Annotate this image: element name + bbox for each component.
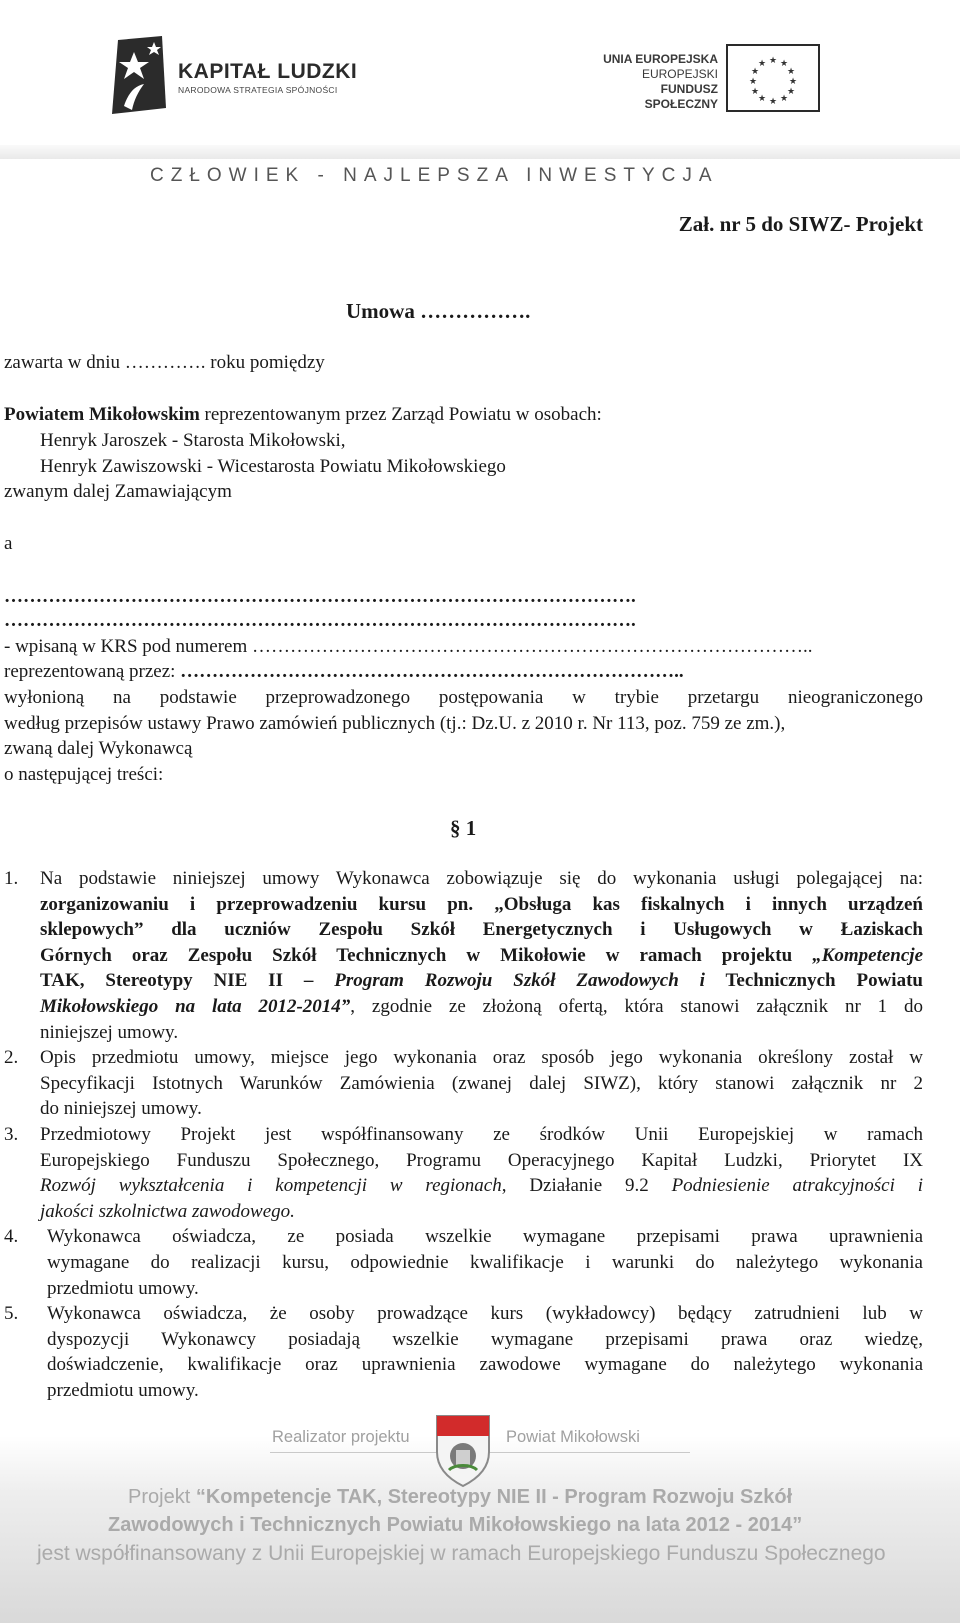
item-1-line-1: Na podstawie niniejszej umowy Wykonawca zobowiązuje się do wykonania usługi polegającej na: — [40, 868, 923, 889]
footer-line-2: Zawodowych i Technicznych Powiatu Mikołowskiego na lata 2012 - 2014” — [108, 1514, 803, 1536]
footer-powiat: Powiat Mikołowski — [506, 1428, 640, 1446]
item-1-course-name-start: „Obsługa kas fiskalnych i innych urządzeń — [494, 894, 923, 915]
tagline: CZŁOWIEK - NAJLEPSZA INWESTYCJA — [150, 165, 719, 186]
kapital-ludzki-subtitle: NARODOWA STRATEGIA SPÓJNOŚCI — [178, 85, 338, 95]
item-4-line-1: Wykonawca oświadcza, ze posiada wszelkie wymagane przepisami prawa uprawnienia — [47, 1226, 923, 1247]
party1-name: Powiatem Mikołowskim — [4, 404, 200, 425]
footer-line-1-title: “Kompetencje TAK, Stereotypy NIE II - Program Rozwoju Szkół — [195, 1486, 793, 1508]
item-3-line-3 — [40, 1173, 923, 1199]
eu-flag-icon — [726, 44, 820, 112]
item-1-line-2 — [40, 892, 923, 918]
item-4-number: 4. — [4, 1226, 19, 1247]
person-1: Henryk Jaroszek - Starosta Mikołowski, — [40, 430, 346, 451]
item-1-program: Program Rozwoju Szkół Zawodowych i — [334, 970, 705, 991]
svg-text:★: ★ — [750, 67, 760, 77]
eu-line-2: EUROPEJSKI — [641, 67, 718, 81]
krs-label: - wpisaną w KRS pod numerem — [4, 636, 253, 657]
contractor-dots-1: ………………………………………………………………………………………. — [4, 586, 636, 607]
item-4-line-2: wymagane do realizacji kursu, odpowiednie kwalifikacje i warunki do należytego wykonania — [47, 1252, 923, 1273]
item-3-line-4: jakości szkolnictwa zawodowego. — [40, 1201, 295, 1222]
svg-text:★: ★ — [768, 97, 778, 107]
called-contractor: zwaną dalej Wykonawcą — [4, 738, 193, 759]
item-1-project-name: TAK, Stereotypy NIE II – — [40, 970, 335, 991]
item-1-project-start: „Kompetencje — [812, 945, 923, 966]
item-1-number: 1. — [4, 868, 19, 889]
svg-text:★: ★ — [786, 67, 796, 77]
item-5-number: 5. — [4, 1303, 19, 1324]
contract-title: Umowa ……………. — [346, 299, 531, 323]
eu-line-3: FUNDUSZ SPOŁECZNY — [644, 82, 718, 111]
kapital-ludzki-logo — [104, 34, 174, 118]
selected-line-2: według przepisów ustawy Prawo zamówień publicznych (tj.: Dz.U. z 2010 r. Nr 113, poz. 759 ze zm.), — [4, 713, 786, 734]
svg-text:★: ★ — [786, 87, 796, 97]
item-1-course-intro: zorganizowaniu i przeprowadzeniu kursu pn. — [40, 894, 495, 915]
item-4-line-3: przedmiotu umowy. — [47, 1278, 199, 1299]
item-5-line-4: przedmiotu umowy. — [47, 1380, 199, 1401]
item-5-line-1: Wykonawca oświadcza, że osoby prowadzące kurs (wykładowcy) będący zatrudnieni lub w — [47, 1303, 923, 1324]
footer-line-3: jest współfinansowany z Unii Europejskiej w ramach Europejskiego Funduszu Społecznego — [37, 1542, 886, 1565]
item-3-line-2: Europejskiego Funduszu Społecznego, Programu Operacyjnego Kapitał Ludzki, Priorytet IX — [40, 1150, 923, 1171]
powiat-coat-of-arms-icon — [433, 1412, 493, 1488]
item-5-line-2: dyspozycji Wykonawcy posiadają wszelkie wymagane przepisami prawa oraz wiedzę, — [47, 1329, 923, 1350]
item-2-line-2: Specyfikacji Istotnych Warunków Zamówienia (zwanej dalej SIWZ), który stanowi załącznik nr 2 — [40, 1073, 923, 1094]
content-intro: o następującej treści: — [4, 764, 164, 785]
svg-text:★: ★ — [748, 77, 758, 87]
representative-label: reprezentowaną przez: — [4, 661, 181, 682]
header-divider — [0, 145, 960, 159]
contractor-dots-2: ………………………………………………………………………………………. — [4, 610, 636, 631]
item-1-line-5 — [40, 968, 923, 994]
person-2: Henryk Zawiszowski - Wicestarosta Powiatu Mikołowskiego — [40, 456, 506, 477]
kapital-ludzki-title: KAPITAŁ LUDZKI — [178, 60, 358, 83]
item-3-line-1: Przedmiotowy Projekt jest współfinansowany ze środków Unii Europejskiej w ramach — [40, 1124, 923, 1145]
representative-line — [4, 659, 922, 685]
svg-text:★: ★ — [757, 94, 767, 104]
svg-text:★: ★ — [779, 59, 789, 69]
footer-line-1-prefix: Projekt — [128, 1486, 196, 1508]
representative-dots: …………………………………………………………………….. — [180, 661, 684, 682]
footer-realizator: Realizator projektu — [272, 1428, 410, 1446]
item-1-offer: , zgodnie ze złożoną ofertą, która stanowi załącznik nr 1 do — [350, 996, 923, 1017]
item-1-line-3: sklepowych” dla uczniów Zespołu Szkół Energetycznych i Usługowych w Łaziskach — [40, 919, 923, 940]
svg-text:★: ★ — [788, 77, 798, 87]
item-1-line-7: niniejszej umowy. — [40, 1022, 179, 1043]
item-5-line-3: doświadczenie, kwalifikacje oraz uprawnienia zawodowe wymagane do należytego wykonania — [47, 1354, 923, 1375]
svg-text:★: ★ — [750, 87, 760, 97]
krs-dots: …………………………………………………………………………….. — [252, 636, 813, 657]
section-heading: § 1 — [450, 816, 477, 840]
eu-text — [590, 52, 718, 112]
item-3-priority-name: Rozwój wykształcenia i kompetencji w regionach — [40, 1175, 502, 1196]
item-1-line-6 — [40, 994, 923, 1020]
item-1-years: Mikołowskiego na lata 2012-2014” — [40, 996, 351, 1017]
party1-rest: reprezentowanym przez Zarząd Powiatu w osobach: — [199, 404, 602, 425]
krs-line — [4, 634, 922, 660]
item-2-number: 2. — [4, 1047, 19, 1068]
eu-line-1: UNIA EUROPEJSKA — [603, 52, 718, 66]
party1-called: zwanym dalej Zamawiającym — [4, 481, 232, 502]
party1-line — [4, 402, 602, 428]
item-1-schools: Górnych oraz Zespołu Szkół Technicznych w Mikołowie w ramach projektu — [40, 945, 813, 966]
footer-line-1 — [128, 1486, 792, 1509]
selected-line-1: wyłonioną na podstawie przeprowadzonego postępowania w trybie przetargu nieograniczonego — [4, 687, 923, 708]
svg-text:★: ★ — [779, 94, 789, 104]
item-1-line-4 — [40, 943, 923, 969]
item-2-line-1: Opis przedmiotu umowy, miejsce jego wykonania oraz sposób jego wykonania określony został w — [40, 1047, 923, 1068]
svg-text:★: ★ — [768, 56, 778, 66]
item-1-technical: Technicznych Powiatu — [704, 970, 923, 991]
item-3-action: , Działanie 9.2 — [501, 1175, 672, 1196]
item-2-line-3: do niniejszej umowy. — [40, 1098, 202, 1119]
attachment-label: Zał. nr 5 do SIWZ- Projekt — [678, 212, 923, 236]
item-3-action-name: Podniesienie atrakcyjności i — [671, 1175, 924, 1196]
and-word: a — [4, 533, 13, 554]
concluded-line: zawarta w dniu …………. roku pomiędzy — [4, 352, 325, 373]
item-3-number: 3. — [4, 1124, 19, 1145]
svg-text:★: ★ — [757, 59, 767, 69]
